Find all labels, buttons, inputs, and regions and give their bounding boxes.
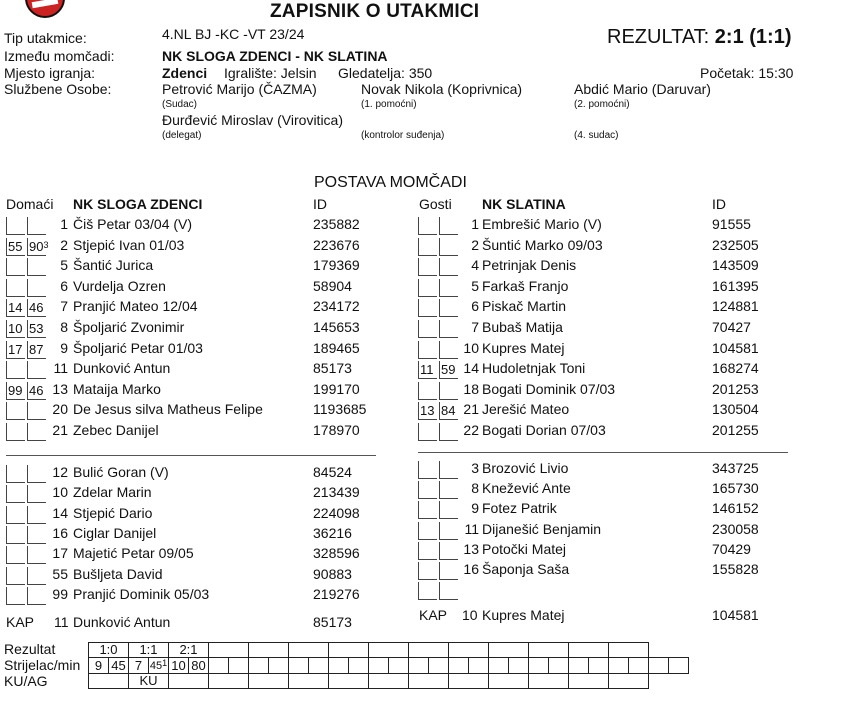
player-number: 13 (52, 380, 68, 397)
sub-in-box: 11 (418, 361, 437, 379)
scorer-empty-cell (229, 658, 249, 674)
player-name: Farkaš Franjo (482, 277, 569, 294)
player-number: 3 (471, 460, 479, 476)
scorer-empty-cell (549, 658, 569, 674)
pitch-value: Igralište: Jelsin (224, 65, 317, 81)
player-number: 6 (60, 277, 68, 294)
player-number: 16 (463, 561, 479, 577)
official-role: (Sudac) (162, 99, 198, 110)
score-cell (569, 643, 609, 658)
kuag-cell (529, 674, 569, 689)
scorer-player-cell: 10 (169, 658, 189, 674)
scorer-empty-cell (449, 658, 469, 674)
scorer-empty-cell (389, 658, 409, 674)
sub-in-box (418, 382, 437, 400)
player-name: Pranjić Dominik 05/03 (73, 585, 210, 602)
player-name: Ciglar Danijel (73, 524, 157, 541)
player-id: 70427 (712, 319, 751, 335)
player-name: Mataija Marko (73, 380, 161, 397)
sub-in-box (418, 217, 437, 235)
player-number: 2 (60, 236, 68, 253)
score-cell (329, 643, 369, 658)
player-name: Hudoletnjak Toni (482, 360, 586, 377)
score-cell: 2:1 (169, 643, 209, 658)
sub-in-box (6, 485, 25, 503)
official-role: (delegat) (162, 130, 202, 141)
score-cell: 1:0 (89, 643, 129, 658)
scorer-empty-cell (529, 658, 549, 674)
player-number: 21 (463, 401, 479, 418)
result-value: 2:1 (1:1) (714, 26, 792, 48)
scorer-empty-cell (249, 658, 269, 674)
player-number: 8 (60, 319, 68, 335)
sub-in-box (418, 341, 437, 359)
sub-in-box (6, 258, 25, 276)
kuag-cell: KU (129, 674, 169, 689)
sub-in-box: 99 (6, 382, 25, 400)
home-captain-number: 11 (54, 614, 69, 630)
player-id: 201253 (712, 380, 759, 397)
sub-in-box (418, 461, 437, 479)
result-label: REZULTAT: (607, 26, 710, 48)
player-name: Vurdelja Ozren (73, 277, 166, 294)
player-name: Šaponja Saša (482, 561, 570, 577)
player-number: 17 (52, 545, 68, 562)
player-name: Dijanešić Benjamin (482, 520, 602, 537)
scorer-empty-cell (669, 658, 689, 674)
player-id: 146152 (712, 500, 759, 517)
scorer-empty-cell (469, 658, 489, 674)
player-number: 1 (60, 216, 68, 232)
player-name: Piskač Martin (482, 298, 567, 315)
spectators-value: Gledatelja: 350 (338, 65, 433, 81)
away-captain-label: KAP (419, 607, 448, 623)
player-id: 70429 (712, 540, 751, 557)
away-team-name: NK SLATINA (482, 196, 566, 212)
player-name: Bušljeta David (73, 565, 163, 582)
kuag-cell (169, 674, 209, 689)
player-id: 219276 (313, 585, 360, 602)
player-id: 155828 (712, 561, 759, 577)
tip-value: 4.NL BJ -KC -VT 23/24 (162, 26, 305, 42)
player-name: Stjepić Ivan 01/03 (73, 236, 185, 253)
score-cell (289, 643, 329, 658)
player-number: 14 (52, 504, 68, 521)
sub-in-box (6, 587, 25, 605)
sub-in-box (418, 522, 437, 540)
sub-in-box (418, 238, 437, 256)
player-name: Špoljarić Zvonimir (73, 319, 185, 335)
scorer-empty-cell (309, 658, 329, 674)
scoring-table (88, 642, 689, 689)
player-name: Knežević Ante (482, 480, 571, 497)
sub-in-box (418, 562, 437, 580)
player-name: Pranjić Mateo 12/04 (73, 298, 198, 315)
away-captain-id: 104581 (712, 607, 759, 623)
player-number: 10 (52, 484, 68, 501)
player-number: 22 (463, 422, 479, 438)
sub-minute-box (439, 582, 458, 600)
player-name: Bogati Dominik 07/03 (482, 380, 616, 397)
home-captain-id: 85173 (313, 614, 352, 630)
kuag-cell (409, 674, 449, 689)
kuag-cell (289, 674, 329, 689)
away-divider (418, 452, 788, 453)
player-name: Kupres Matej (482, 339, 565, 356)
scorer-row-label: Strijelac/min (4, 657, 81, 673)
scorer-empty-cell (209, 658, 229, 674)
sub-in-box (418, 423, 437, 441)
player-number: 7 (60, 298, 68, 315)
sub-in-box (6, 217, 25, 235)
player-number: 5 (471, 277, 479, 294)
sub-minute: 59 (441, 362, 456, 378)
player-number: 8 (471, 480, 479, 497)
player-id: 104581 (712, 339, 759, 356)
home-captain-name: Dunković Antun (73, 614, 171, 630)
teams-value: NK SLOGA ZDENCI - NK SLATINA (162, 48, 388, 64)
result-header (607, 26, 792, 49)
player-id: 199170 (313, 380, 360, 397)
score-cell: 1:1 (129, 643, 169, 658)
kuag-cell (569, 674, 609, 689)
scorer-empty-cell (589, 658, 609, 674)
away-side-label: Gosti (419, 196, 452, 212)
official-role: (2. pomoćni) (574, 99, 630, 110)
scorer-empty-cell (289, 658, 309, 674)
player-number: 2 (471, 236, 479, 253)
club-logo-icon (25, 0, 65, 18)
sub-in-box (418, 299, 437, 317)
sub-in-box (6, 526, 25, 544)
scorer-empty-cell (489, 658, 509, 674)
player-number: 6 (471, 298, 479, 315)
player-number: 11 (464, 520, 479, 537)
away-id-header: ID (712, 196, 726, 212)
player-id: 90883 (313, 565, 352, 582)
sub-in-box: 13 (418, 402, 437, 420)
score-cell (489, 643, 529, 658)
sub-in-box (418, 501, 437, 519)
player-name: Špoljarić Petar 01/03 (73, 339, 203, 356)
scorer-empty-cell (569, 658, 589, 674)
sub-minute: 84 (441, 403, 456, 419)
scorer-empty-cell (369, 658, 389, 674)
kuag-cell (449, 674, 489, 689)
kuag-cell (329, 674, 369, 689)
player-number: 13 (463, 540, 479, 557)
player-id: 235882 (313, 216, 360, 232)
scorer-added-time: 1 (162, 658, 168, 668)
player-name: Fotez Patrik (482, 500, 557, 517)
player-id: 343725 (712, 460, 759, 476)
sub-in-box (6, 423, 25, 441)
sub-in-box: 10 (6, 320, 25, 338)
player-number: 4 (471, 257, 479, 274)
sub-in-box (418, 258, 437, 276)
official-name: Petrović Marijo (ČAZMA) (162, 81, 317, 97)
teams-label: Između momčadi: (4, 48, 115, 64)
score-cell (209, 643, 249, 658)
score-cell (529, 643, 569, 658)
home-divider (6, 455, 376, 456)
scorer-empty-cell (629, 658, 649, 674)
kuag-cell (89, 674, 129, 689)
kuag-cell (369, 674, 409, 689)
tip-label: Tip utakmice: (4, 30, 87, 46)
home-team-name: NK SLOGA ZDENCI (73, 196, 203, 212)
player-id: 168274 (712, 360, 759, 377)
away-captain-name: Kupres Matej (482, 607, 565, 623)
player-name: Bubaš Matija (482, 319, 563, 335)
scorer-empty-cell (349, 658, 369, 674)
player-name: Zebec Danijel (73, 422, 159, 438)
player-number: 12 (52, 464, 68, 480)
sub-minute: 90 (29, 238, 44, 254)
official-role: (4. sudac) (574, 130, 619, 141)
scorer-empty-cell (409, 658, 429, 674)
player-number: 16 (52, 524, 68, 541)
sub-in-box: 55 (6, 238, 25, 256)
sub-minute: 87 (29, 341, 44, 357)
player-id: 224098 (313, 504, 360, 521)
scorer-minute-cell (149, 658, 169, 674)
score-row (89, 643, 689, 658)
section-title: POSTAVA MOMČADI (314, 174, 467, 191)
kuag-cell (249, 674, 289, 689)
player-number: 9 (60, 339, 68, 356)
sub-in-box (6, 279, 25, 297)
sub-in-box: 14 (6, 299, 25, 317)
player-number: 5 (60, 257, 68, 274)
player-name: Bogati Dorian 07/03 (482, 422, 606, 438)
scorer-empty-cell (429, 658, 449, 674)
player-id: 36216 (313, 524, 352, 541)
sub-minute: 53 (29, 321, 44, 336)
official-name: Novak Nikola (Koprivnica) (361, 81, 523, 97)
scorer-player-cell: 9 (89, 658, 109, 674)
player-id: 130504 (712, 401, 759, 418)
player-id: 91555 (712, 216, 751, 232)
player-name: Čiš Petar 03/04 (V) (73, 216, 193, 232)
player-id: 58904 (313, 277, 352, 294)
sub-minute: 46 (29, 382, 44, 398)
sub-in-box (6, 567, 25, 585)
player-name: De Jesus silva Matheus Felipe (73, 401, 263, 418)
player-number: 99 (52, 585, 68, 602)
score-cell (609, 643, 649, 658)
player-id: 234172 (313, 298, 360, 315)
official-name: Đurđević Miroslav (Virovitica) (162, 112, 344, 128)
substitution-boxes (418, 582, 460, 600)
score-cell (449, 643, 489, 658)
player-id: 165730 (712, 480, 759, 497)
away-captain-number: 10 (462, 607, 478, 623)
player-id: 161395 (712, 277, 759, 294)
sub-in-box: 17 (6, 341, 25, 359)
home-id-header: ID (313, 196, 327, 212)
player-number: 9 (471, 500, 479, 517)
kuag-row-label: KU/AG (4, 673, 48, 689)
sub-in-box (418, 481, 437, 499)
official-role: (kontrolor suđenja) (361, 130, 445, 141)
player-id: 223676 (313, 236, 360, 253)
scorer-minute-cell: 45 (109, 658, 129, 674)
player-name: Jerešić Mateo (482, 401, 570, 418)
player-number: 11 (53, 360, 68, 377)
sub-in-box (6, 546, 25, 564)
score-cell (249, 643, 289, 658)
scorer-empty-cell (329, 658, 349, 674)
scorer-empty-cell (649, 658, 669, 674)
scorer-empty-cell (609, 658, 629, 674)
player-id: 230058 (712, 520, 759, 537)
officials-label: Službene Osobe: (4, 81, 112, 97)
player-number: 10 (463, 339, 479, 356)
player-name: Embrešić Mario (V) (482, 216, 602, 232)
player-name: Stjepić Dario (73, 504, 153, 521)
player-id: 201255 (712, 422, 759, 438)
player-id: 213439 (313, 484, 360, 501)
player-name: Petrinjak Denis (482, 257, 577, 274)
official-name: Abdić Mario (Daruvar) (574, 81, 711, 97)
venue-value: Zdenci (162, 65, 208, 81)
player-id: 85173 (313, 360, 352, 377)
player-id: 1193685 (313, 401, 367, 418)
scorer-minute-cell: 80 (189, 658, 209, 674)
sub-added-time: 3 (43, 239, 49, 250)
player-number: 20 (52, 401, 68, 418)
score-row-label: Rezultat (4, 641, 56, 657)
player-id: 328596 (313, 545, 360, 562)
player-number: 21 (52, 422, 68, 438)
kuag-cell (609, 674, 649, 689)
sub-in-box (418, 542, 437, 560)
player-number: 18 (463, 380, 479, 397)
player-id: 143509 (712, 257, 759, 274)
sub-in-box (418, 320, 437, 338)
player-id: 232505 (712, 236, 759, 253)
player-name: Majetić Petar 09/05 (73, 545, 194, 562)
player-name: Potočki Matej (482, 540, 567, 557)
player-name: Bulić Goran (V) (73, 464, 169, 480)
score-cell (409, 643, 449, 658)
player-number: 1 (471, 216, 479, 232)
player-name: Šantić Jurica (73, 257, 154, 274)
player-id: 178970 (313, 422, 360, 438)
scorer-minute: 45 (149, 660, 163, 672)
scorer-player-cell: 7 (129, 658, 149, 674)
page-title: ZAPISNIK O UTAKMICI (270, 1, 480, 22)
sub-in-box (6, 465, 25, 483)
player-number: 7 (471, 319, 479, 335)
kuag-cell (209, 674, 249, 689)
player-number: 55 (52, 565, 68, 582)
scorer-empty-cell (269, 658, 289, 674)
score-cell (369, 643, 409, 658)
sub-in-box (418, 279, 437, 297)
sub-in-box (6, 361, 25, 379)
player-id: 179369 (313, 257, 360, 274)
scorer-empty-cell (509, 658, 529, 674)
player-name: Šuntić Marko 09/03 (482, 236, 603, 253)
venue-label: Mjesto igranja: (4, 65, 96, 81)
player-id: 124881 (712, 298, 759, 315)
player-id: 145653 (313, 319, 360, 335)
official-role: (1. pomoćni) (361, 99, 417, 110)
player-name: Dunković Antun (73, 360, 171, 377)
scorer-row (89, 658, 689, 674)
sub-in-box (6, 506, 25, 524)
player-name: Zdelar Marin (73, 484, 152, 501)
player-name: Brozović Livio (482, 460, 569, 476)
kuag-row (89, 674, 689, 689)
player-number: 14 (463, 360, 479, 377)
sub-in-box (6, 402, 25, 420)
home-side-label: Domaći (6, 196, 54, 212)
player-id: 189465 (313, 339, 360, 356)
home-captain-label: KAP (6, 614, 35, 630)
sub-in-box (418, 582, 437, 600)
sub-minute: 46 (29, 300, 44, 316)
kickoff-value: Početak: 15:30 (700, 65, 794, 81)
player-id: 84524 (313, 464, 352, 480)
kuag-cell (489, 674, 529, 689)
